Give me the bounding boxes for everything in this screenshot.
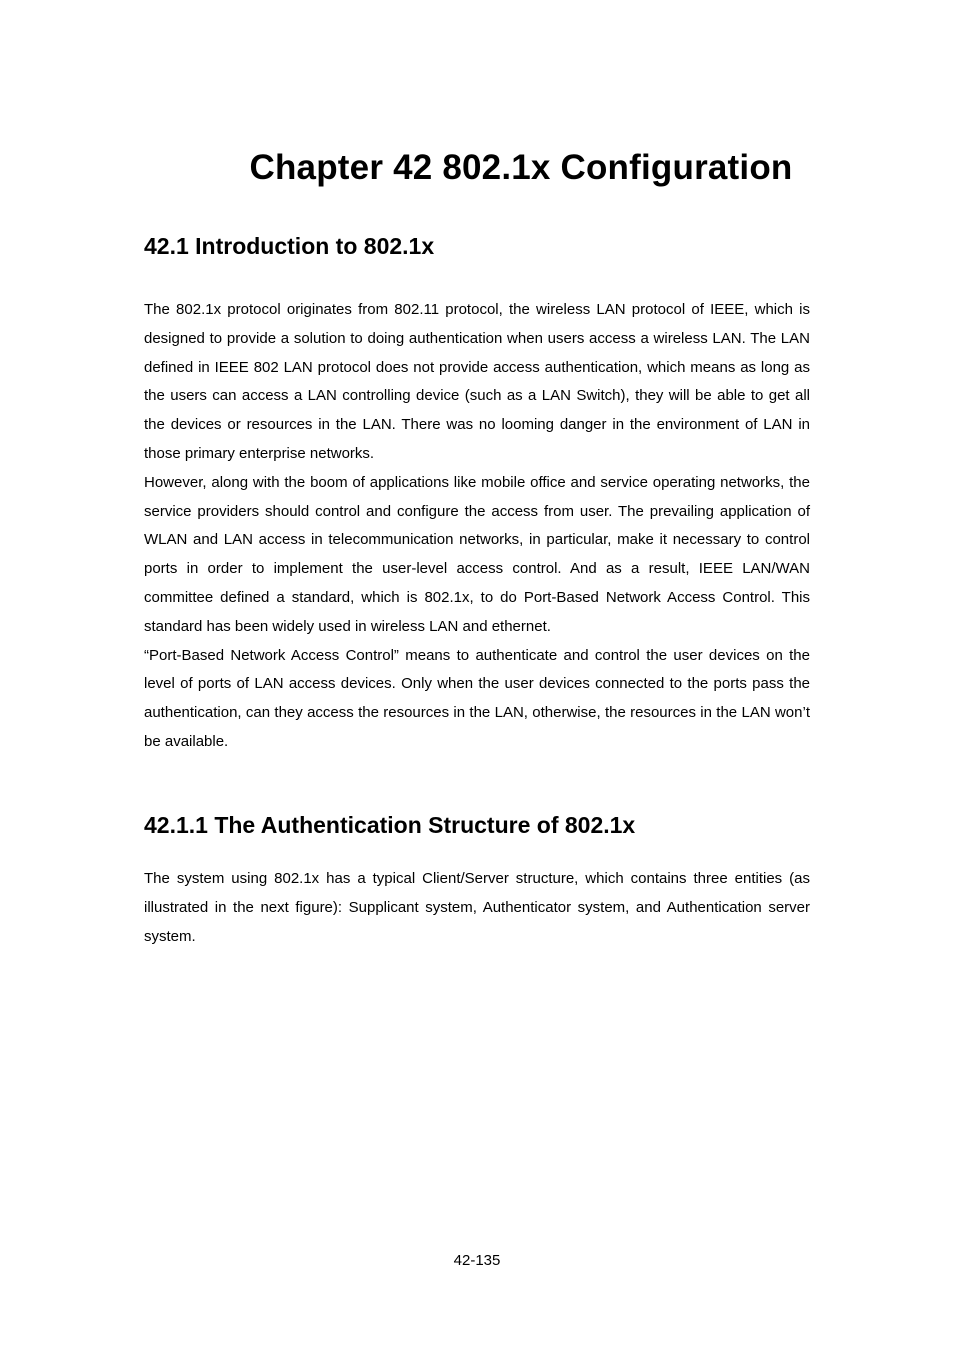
paragraph: The 802.1x protocol originates from 802.11 protocol, the wireless LAN protocol of IEEE, which is designed to provide a solution to doing authentication when users access a wireless LAN. The LAN defined in IEEE 802 LAN protocol does not provide access authentication, which means as long as the users can access a LAN controlling device (such as a LAN Switch), they will be able to get all the devices or resources in the LAN. There was no looming danger in the environment of LAN in those primary enterprise networks. bbox=[144, 301, 810, 462]
page-number: 42-135 bbox=[453, 1252, 501, 1269]
chapter-title: Chapter 42 802.1x Configuration bbox=[249, 148, 793, 187]
paragraph: “Port-Based Network Access Control” means to authenticate and control the user devices on the level of ports of LAN access devices. Only when the user devices connected to the ports pass the authentication, can they access the resources in the LAN, otherwise, the resources in the LAN won’t be available. bbox=[144, 646, 810, 750]
authentication-structure-body bbox=[144, 865, 810, 951]
section-heading-authentication-structure: 42.1.1 The Authentication Structure of 802.1x bbox=[144, 812, 636, 838]
section-heading-introduction: 42.1 Introduction to 802.1x bbox=[144, 233, 435, 259]
paragraph: The system using 802.1x has a typical Client/Server structure, which contains three entities (as illustrated in the next figure): Supplicant system, Authenticator system, and Authentication server system. bbox=[144, 870, 810, 945]
introduction-body bbox=[144, 296, 810, 757]
paragraph: However, along with the boom of applications like mobile office and service operating networks, the service providers should control and configure the access from user. The prevailing application of WLAN and LAN access in telecommunication networks, in particular, make it necessary to control ports in order to implement the user-level access control. And as a result, IEEE LAN/WAN committee defined a standard, which is 802.1x, to do Port-Based Network Access Control. This standard has been widely used in wireless LAN and ethernet. bbox=[144, 473, 810, 635]
